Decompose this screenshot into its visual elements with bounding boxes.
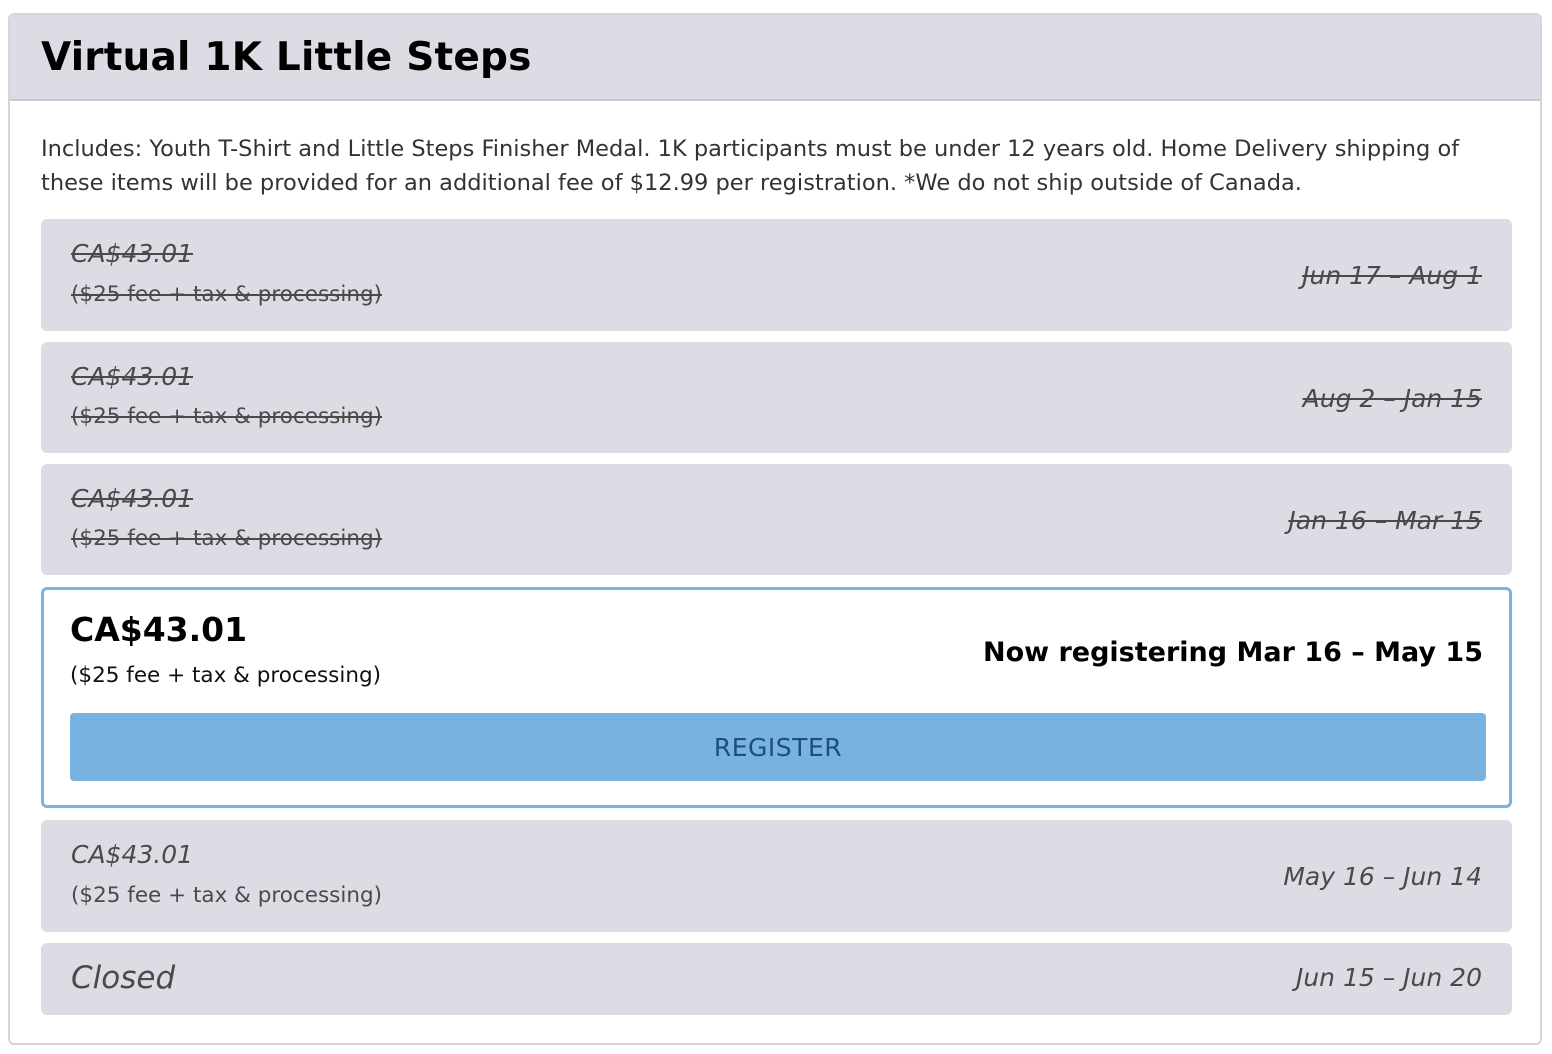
tier-fee: ($25 fee + tax & processing): [70, 663, 381, 688]
price-tier-past: [41, 342, 1512, 453]
tier-dates: Jan 16 – Mar 15: [1288, 506, 1482, 535]
tier-dates: Now registering Mar 16 – May 15: [982, 637, 1483, 668]
card-header: [10, 15, 1540, 101]
tier-fee: ($25 fee + tax & processing): [71, 883, 382, 908]
tier-dates: May 16 – Jun 14: [1283, 862, 1482, 891]
tier-price: CA$43.01: [71, 239, 194, 268]
tier-dates: Aug 2 – Jan 15: [1302, 384, 1482, 413]
register-button[interactable]: REGISTER: [70, 713, 1486, 781]
registration-card: [8, 13, 1542, 1045]
price-tier-past: [41, 464, 1512, 575]
tier-closed-label: Closed: [71, 960, 176, 996]
event-title: Virtual 1K Little Steps: [41, 34, 532, 80]
tier-fee: ($25 fee + tax & processing): [71, 526, 382, 551]
tier-price: CA$43.01: [71, 362, 194, 391]
price-tier-upcoming: [41, 820, 1512, 932]
price-tier-past: [41, 219, 1512, 331]
tier-price: CA$43.01: [71, 840, 194, 869]
tier-price: CA$43.01: [71, 484, 194, 513]
tier-fee: ($25 fee + tax & processing): [71, 282, 382, 307]
price-tier-closed: [41, 943, 1512, 1015]
price-tier-current: [41, 587, 1512, 808]
tier-dates: Jun 17 – Aug 1: [1302, 261, 1482, 290]
tier-dates: Jun 15 – Jun 20: [1295, 963, 1482, 992]
tier-fee: ($25 fee + tax & processing): [71, 404, 382, 429]
tier-price: CA$43.01: [70, 610, 248, 649]
event-description: Includes: Youth T-Shirt and Little Steps Finisher Medal. 1K participants must be under 12 years old. Home Delivery shipping of these items will be provided for an additional fee of $12.99 per registration. *We do not ship outside of Canada.: [41, 136, 1460, 196]
